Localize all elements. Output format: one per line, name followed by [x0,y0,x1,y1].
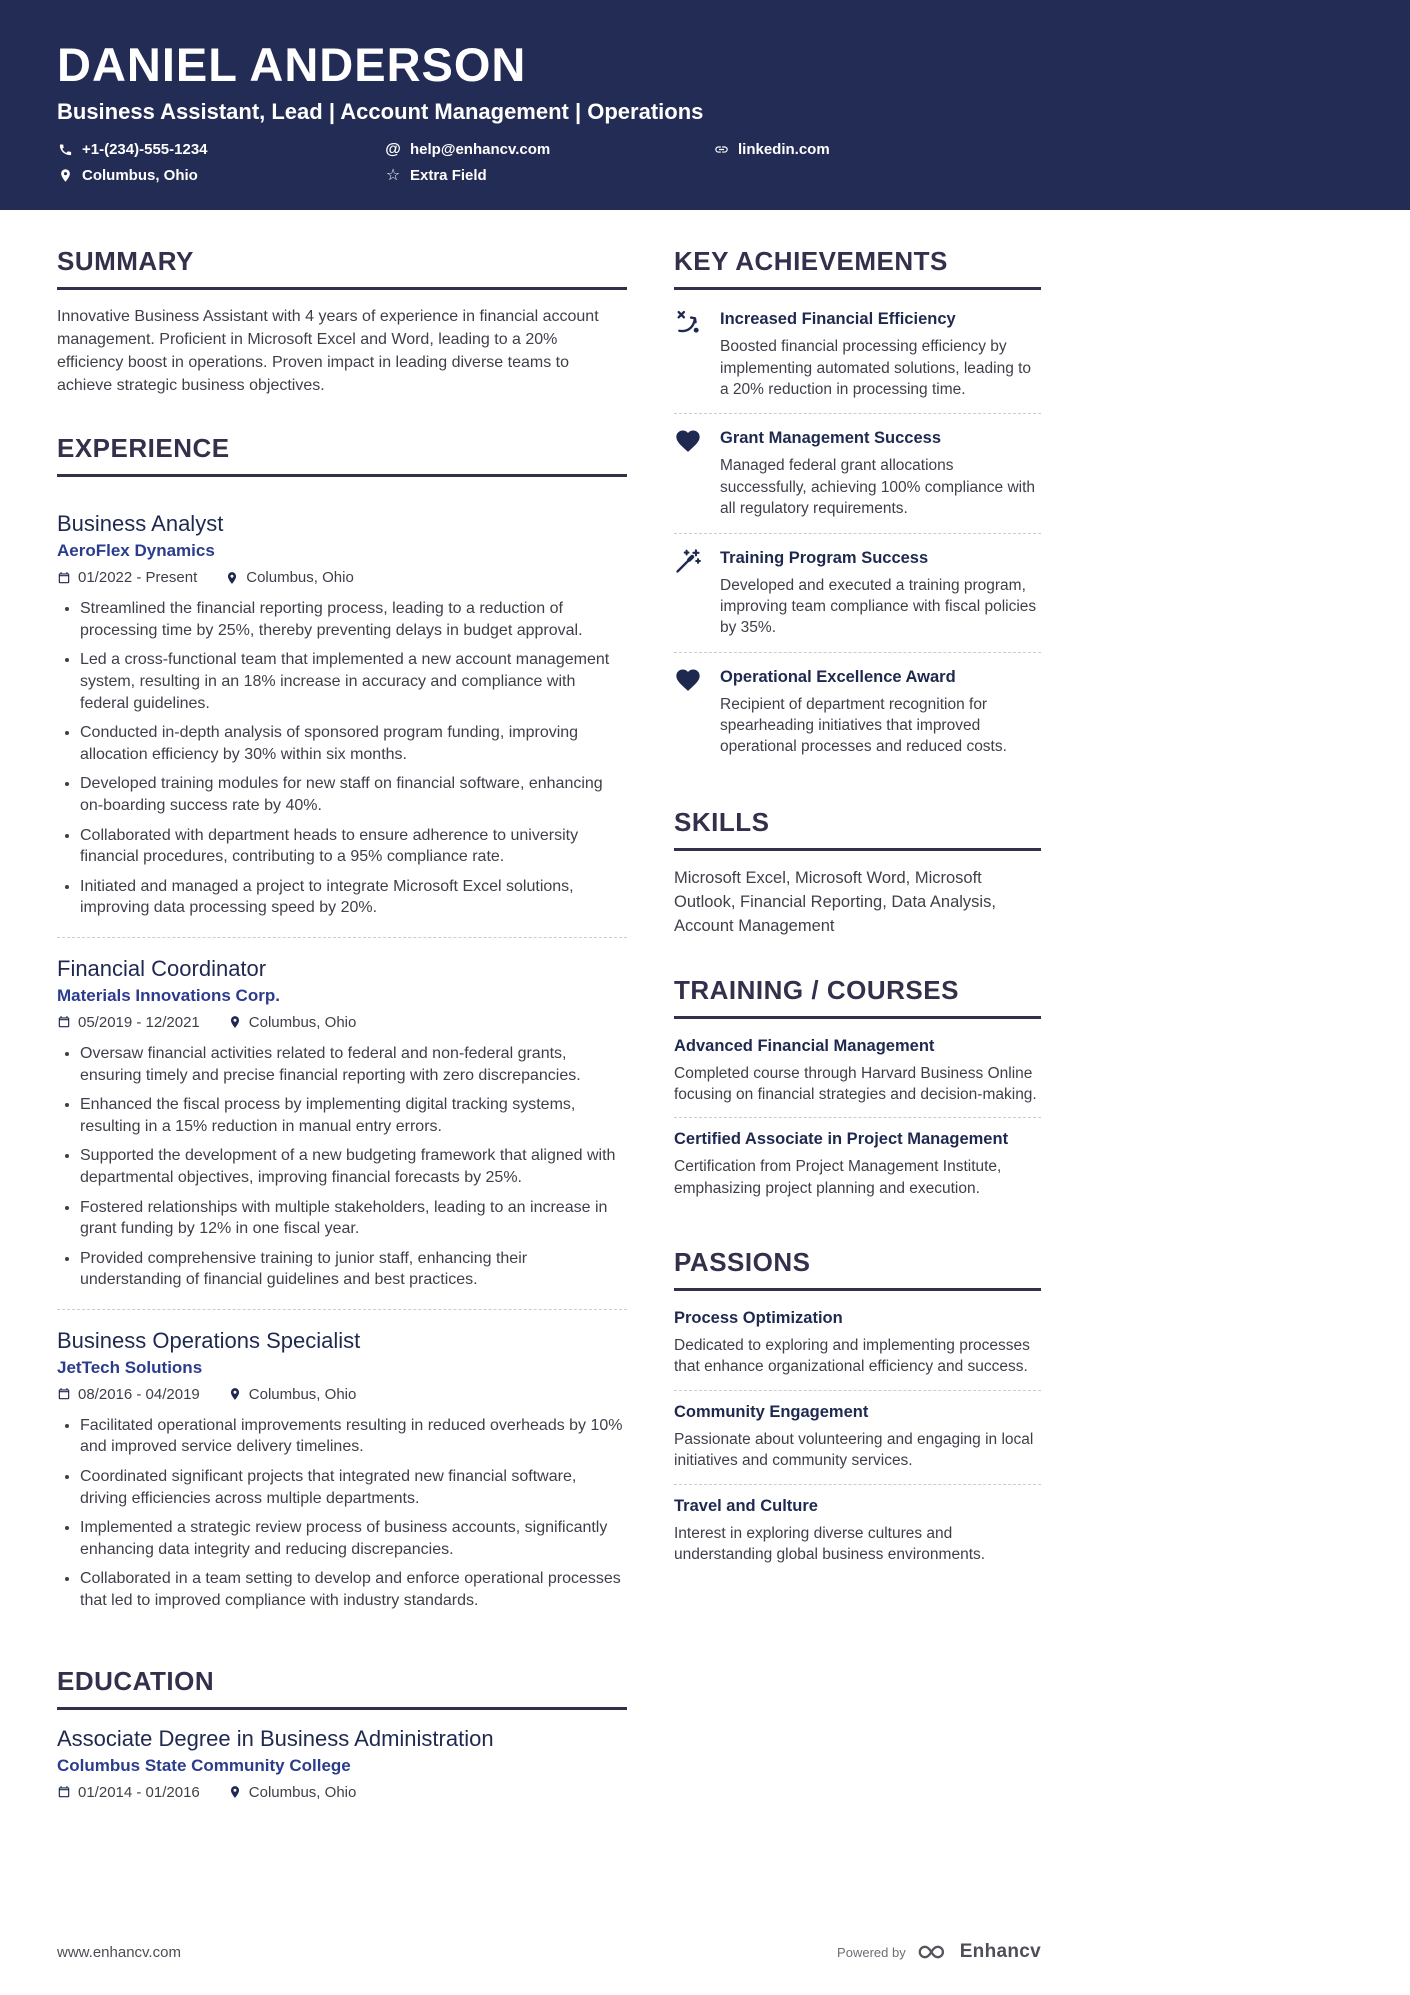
job-bullet: • Provided comprehensive training to junior staff, enhancing their understanding of financial guidelines and best practices. [80,1248,627,1291]
education-section [57,1666,627,1801]
achievements-section [674,246,1041,771]
passion-text: Interest in exploring diverse cultures and understanding global business environments. [674,1524,986,1563]
job-meta [57,1014,627,1031]
right-column [674,246,1041,1800]
education-location-text: Columbus, Ohio [248,1783,357,1801]
location-pin-icon [225,571,239,585]
job-location [228,1014,357,1031]
achievement-item [674,306,1041,413]
contact-item-email[interactable] [385,141,713,158]
achievements-heading: KEY ACHIEVEMENTS [674,246,1041,290]
job-dates-text: 01/2022 - Present [78,569,198,587]
link-icon [713,142,729,158]
powered-by-label: Powered by [837,1944,906,1960]
star-icon: ☆ [385,166,401,184]
job-location-text: Columbus, Ohio [248,1013,357,1031]
calendar-icon [57,1387,71,1401]
job-company: AeroFlex Dynamics [57,541,215,561]
job-entry [57,937,627,1309]
contact-list [57,141,1050,184]
training-title: Advanced Financial Management [674,1036,935,1055]
passion-text: Passionate about volunteering and engaging in local initiatives and community services. [674,1430,1034,1470]
calendar-icon [57,571,71,585]
achievement-item [674,652,1041,771]
job-dates [57,569,197,586]
job-bullet: • Streamlined the financial reporting process, leading to a reduction of processing time by 25%, thereby preventing delays in budget approval. [80,598,627,641]
job-meta [57,569,627,586]
job-dates-text: 08/2016 - 04/2019 [78,1385,200,1403]
achievement-content [720,547,1041,639]
email-address: help@enhancv.com [410,141,551,159]
job-bullet: • Supported the development of a new budgeting framework that aligned with departmental objectives, improving financial forecasts by 25%. [80,1145,627,1188]
job-bullet: • Fostered relationships with multiple stakeholders, leading to an increase in grant funding by 12% in one fiscal year. [80,1197,627,1240]
passion-title: Community Engagement [674,1402,869,1421]
page-footer [57,1941,1041,1963]
job-title: Business Analyst [57,511,224,537]
location-pin-icon [228,1387,242,1401]
job-dates-text: 05/2019 - 12/2021 [78,1013,200,1031]
training-title: Certified Associate in Project Management [674,1130,1009,1149]
job-bullet: • Developed training modules for new staff on financial software, enhancing on-boarding success rate by 40%. [80,773,627,816]
training-item [674,1035,1041,1118]
passion-item [674,1307,1041,1390]
location-pin-icon [57,168,73,184]
job-bullet: • Led a cross-functional team that implemented a new account management system, resulting in an 18% increase in accuracy and compliance with federal guidelines. [80,649,627,714]
job-bullet: • Coordinated significant projects that integrated new financial software, driving efficiencies across multiple departments. [80,1466,627,1509]
training-text: Completed course through Harvard Business Online focusing on financial strategies and decision-making. [674,1064,1037,1103]
job-meta [57,1386,627,1403]
resume-body [57,246,1041,1800]
training-item [674,1117,1041,1211]
job-bullet: • Initiated and managed a project to integrate Microsoft Excel solutions, improving data processing speed by 20%. [80,876,627,919]
left-column [57,246,627,1800]
achievement-text: Recipient of department recognition for spearheading initiatives that improved operational processes and reduced costs. [720,695,1007,756]
passions-section [674,1247,1041,1577]
person-headline: Business Assistant, Lead | Account Management | Operations [57,99,704,125]
location-pin-icon [228,1785,242,1799]
magic-wand-icon [674,547,706,579]
passion-title: Travel and Culture [674,1496,818,1515]
summary-heading: SUMMARY [57,246,627,290]
experience-heading: EXPERIENCE [57,433,627,477]
job-bullet: • Collaborated with department heads to ensure adherence to university financial procedures, contributing to a 95% compliance rate. [80,825,627,868]
calendar-icon [57,1015,71,1029]
education-location [228,1784,357,1801]
job-dates [57,1014,200,1031]
education-dates-text: 01/2014 - 01/2016 [78,1783,200,1801]
resume-header [0,0,1410,210]
passion-title: Process Optimization [674,1309,843,1328]
phone-number: +1-(234)-555-1234 [82,141,208,159]
contact-item-phone [57,141,385,158]
degree-title: Associate Degree in Business Administration [57,1725,494,1751]
passion-item [674,1484,1041,1578]
training-section [674,975,1041,1212]
at-icon: @ [385,140,401,158]
job-location-text: Columbus, Ohio [248,1385,357,1403]
heart-icon [674,666,706,698]
contact-item-extra [385,167,713,184]
achievement-text: Managed federal grant allocations successfully, achieving 100% compliance with all regulatory requirements. [720,457,1036,518]
heart-icon [674,427,706,459]
job-bullets [57,598,627,919]
skills-heading: SKILLS [674,807,1041,851]
calendar-icon [57,1785,71,1799]
contact-item-linkedin[interactable] [713,141,1041,158]
job-company: JetTech Solutions [57,1357,203,1377]
job-title: Financial Coordinator [57,955,267,981]
person-name: DANIEL ANDERSON [57,38,527,91]
achievement-content [720,308,1041,400]
job-location [228,1386,357,1403]
strategy-icon [674,308,706,340]
achievement-content [720,666,1041,758]
job-bullet: • Collaborated in a team setting to develop and enforce operational processes that led to improved compliance with industry standards. [80,1568,627,1611]
job-dates [57,1386,200,1403]
achievement-title: Training Program Success [720,548,929,567]
achievement-item [674,413,1041,532]
passions-heading: PASSIONS [674,1247,1041,1291]
job-bullet: • Conducted in-depth analysis of sponsored program funding, improving allocation efficiency by 30% within six months. [80,722,627,765]
job-bullet: • Facilitated operational improvements resulting in reduced overheads by 10% and improved service delivery timelines. [80,1415,627,1458]
achievement-text: Boosted financial processing efficiency by implementing automated solutions, leading to a 20% reduction in processing time. [720,338,1032,399]
summary-section [57,246,627,397]
job-company: Materials Innovations Corp. [57,985,280,1005]
brand-name: Enhancv [959,1941,1041,1962]
job-entry [57,493,627,937]
achievement-content [720,427,1041,519]
phone-icon [57,142,73,158]
enhancv-logo-icon [916,1942,950,1962]
training-heading: TRAINING / COURSES [674,975,1041,1019]
training-text: Certification from Project Management Institute, emphasizing project planning and execution. [674,1158,1002,1197]
summary-text: Innovative Business Assistant with 4 years of experience in financial account management. Proficient in Microsoft Excel and Word, leading to a 20% efficiency boost in operations. Proven impact in leading diverse teams to achieve strategic business objectives. [57,308,599,394]
achievement-title: Grant Management Success [720,429,941,448]
achievement-item [674,533,1041,652]
job-bullets [57,1415,627,1612]
job-bullet: • Oversaw financial activities related to federal and non-federal grants, ensuring timely and precise financial reporting with zero discrepancies. [80,1043,627,1086]
passion-item [674,1390,1041,1484]
linkedin-url: linkedin.com [738,141,830,159]
location-text: Columbus, Ohio [82,167,198,185]
job-bullets [57,1043,627,1291]
job-bullet: • Implemented a strategic review process of business accounts, significantly enhancing data integrity and reducing discrepancies. [80,1517,627,1560]
job-location-text: Columbus, Ohio [246,569,354,587]
education-heading: EDUCATION [57,1666,627,1710]
passion-text: Dedicated to exploring and implementing processes that enhance organizational efficiency and success. [674,1337,1030,1376]
experience-section [57,433,627,1629]
skills-text: Microsoft Excel, Microsoft Word, Microsoft Outlook, Financial Reporting, Data Analysis, Account Management [674,868,996,935]
education-dates [57,1784,200,1801]
education-meta [57,1784,627,1801]
job-title: Business Operations Specialist [57,1327,361,1353]
school-name: Columbus State Community College [57,1755,351,1775]
location-pin-icon [228,1015,242,1029]
site-url[interactable]: www.enhancv.com [57,1943,181,1961]
job-bullet: • Enhanced the fiscal process by implementing digital tracking systems, resulting in a 15% reduction in manual entry errors. [80,1094,627,1137]
job-location [225,569,354,586]
achievement-title: Operational Excellence Award [720,667,956,686]
powered-by [837,1941,1041,1963]
extra-field-text: Extra Field [410,167,487,185]
achievement-title: Increased Financial Efficiency [720,310,956,329]
contact-item-location [57,167,385,184]
skills-section [674,807,1041,939]
job-entry [57,1309,627,1630]
achievement-text: Developed and executed a training program, improving team compliance with fiscal policies by 35%. [720,576,1037,637]
